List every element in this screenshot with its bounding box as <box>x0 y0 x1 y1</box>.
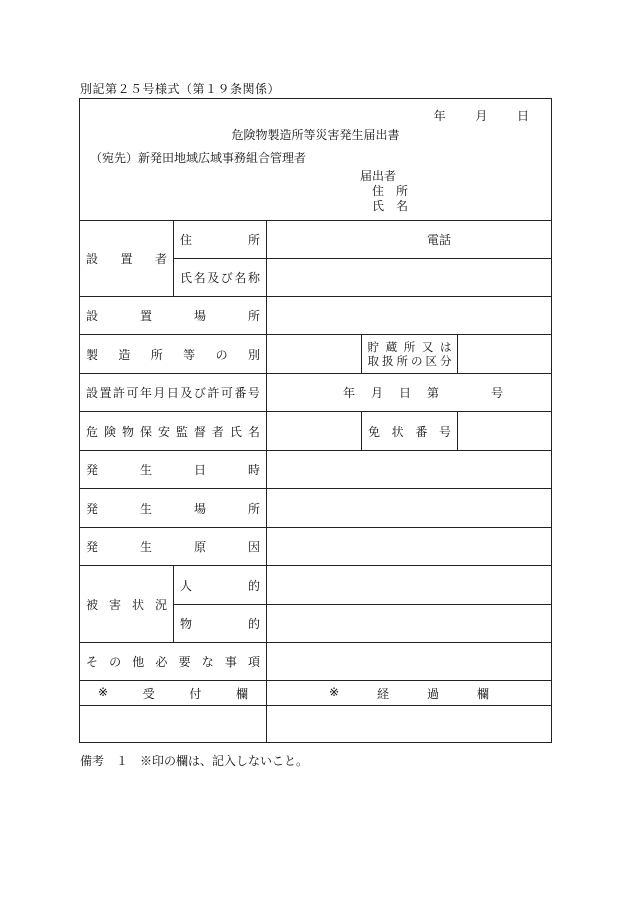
facility-type-label-cell <box>80 335 266 373</box>
label-char: 事 <box>224 655 237 669</box>
label-char: 発 <box>86 463 99 477</box>
filer-name-label: 氏 名 <box>372 199 409 213</box>
location-row <box>80 297 551 335</box>
progress-label <box>267 685 551 702</box>
label-char: 置 <box>139 309 152 323</box>
label-char: 受 <box>142 686 155 701</box>
label-char: 発 <box>86 540 99 554</box>
form-title: 危険物製造所等災害発生届出書 <box>231 128 400 142</box>
label-char: 及 <box>207 271 220 285</box>
permit-month-label: 月 <box>371 386 384 400</box>
facility-type-row <box>80 335 551 374</box>
human-damage-label-cell <box>173 566 266 604</box>
label-char: 的 <box>247 578 260 593</box>
label-char: 原 <box>193 540 206 554</box>
label-char: 区 <box>425 354 437 368</box>
label-char: 等 <box>183 347 196 362</box>
human-damage-field[interactable] <box>266 566 551 604</box>
label-char: 過 <box>426 686 439 701</box>
label-char: 他 <box>132 655 145 669</box>
installer-label-cell <box>80 220 173 296</box>
label-char: び <box>220 271 233 285</box>
label-char: 的 <box>247 617 260 631</box>
label-char: は <box>440 340 452 354</box>
occurrence-place-row <box>80 489 551 528</box>
license-label-cell <box>361 412 457 450</box>
label-char: 設 <box>86 251 99 266</box>
occurrence-place-label <box>80 500 266 517</box>
label-char: 名 <box>193 271 206 285</box>
permit-year-label: 年 <box>343 386 356 400</box>
label-char: 害 <box>108 597 121 612</box>
occurrence-date-label-cell <box>80 451 266 488</box>
label-char: 時 <box>247 463 260 477</box>
human-damage-label <box>174 577 266 594</box>
facility-type-field[interactable] <box>266 335 361 373</box>
label-char: 取 <box>367 354 379 368</box>
occurrence-cause-field[interactable] <box>266 528 551 565</box>
other-label-cell <box>80 643 266 680</box>
label-char: 扱 <box>382 354 394 368</box>
label-char: 付 <box>189 686 202 701</box>
label-char: 貯 <box>367 340 379 354</box>
label-char: 日 <box>166 386 179 400</box>
label-char: 別 <box>247 347 260 362</box>
label-char: 項 <box>247 655 260 669</box>
label-char: 日 <box>193 463 206 477</box>
label-char: 及 <box>180 386 193 400</box>
installer-phone-label: 電話 <box>426 232 451 247</box>
storage-category-field[interactable] <box>457 335 551 373</box>
material-damage-field[interactable] <box>266 604 551 643</box>
supervisor-field[interactable] <box>266 412 361 450</box>
label-char: 分 <box>440 354 452 368</box>
label-char: 又 <box>421 340 434 354</box>
label-char: ※ <box>329 684 340 699</box>
label-char: 場 <box>193 309 206 323</box>
license-label <box>362 423 457 440</box>
label-char: 生 <box>139 501 152 516</box>
label-char: 者 <box>154 251 167 266</box>
label-char: 被 <box>86 597 99 612</box>
label-char: 生 <box>139 463 152 477</box>
label-char: 因 <box>247 540 260 554</box>
permit-label-cell <box>80 374 266 411</box>
installer-name-field[interactable] <box>266 258 551 297</box>
progress-field[interactable] <box>266 706 551 743</box>
label-char: 欄 <box>235 686 248 701</box>
permit-go-label: 号 <box>490 386 503 400</box>
label-char: 製 <box>86 347 99 362</box>
permit-label <box>80 384 266 401</box>
date-day-label: 日 <box>516 109 529 123</box>
label-char: 督 <box>193 424 206 439</box>
form-number-caption: 別記第２５号様式（第１９条関係） <box>80 82 281 96</box>
label-char: 造 <box>118 347 131 362</box>
label-char: ※ <box>98 684 109 699</box>
installer-name-label <box>174 269 266 286</box>
label-char: 状 <box>131 597 144 612</box>
filer-address-label: 住 所 <box>372 184 409 198</box>
storage-category-label-line2 <box>368 354 452 368</box>
location-label <box>80 307 266 324</box>
remarks-note: 備考 １ ※印の欄は、記入しないこと。 <box>80 754 309 768</box>
label-char: 保 <box>139 424 152 439</box>
occurrence-cause-row <box>80 528 551 566</box>
office-use-header-row <box>80 681 551 706</box>
label-char: 場 <box>193 501 206 516</box>
label-char: 険 <box>103 424 116 439</box>
occurrence-cause-label-cell <box>80 528 266 565</box>
label-char: 年 <box>139 386 152 400</box>
installer-name-label-cell <box>173 258 266 297</box>
material-damage-label <box>174 615 266 632</box>
label-char: 設 <box>86 386 99 400</box>
label-char: 発 <box>86 501 99 516</box>
location-field[interactable] <box>266 297 551 334</box>
filer-block <box>360 169 408 214</box>
label-char: 設 <box>86 309 99 323</box>
label-char: 免 <box>368 424 381 439</box>
notification-form <box>79 98 552 743</box>
label-char: 月 <box>153 386 166 400</box>
permit-day-label: 日 <box>399 386 412 400</box>
damage-block <box>80 566 551 643</box>
damage-label-cell <box>80 566 173 642</box>
other-label <box>80 653 266 670</box>
label-char: 状 <box>391 424 404 439</box>
label-char: 氏 <box>229 424 242 439</box>
label-char: 所 <box>247 309 260 323</box>
label-char: 況 <box>154 597 167 612</box>
label-char: そ <box>86 655 99 669</box>
supervisor-row <box>80 412 551 451</box>
location-label-cell <box>80 297 266 334</box>
installer-address-label <box>174 231 266 248</box>
label-char: 監 <box>175 424 188 439</box>
label-char: 要 <box>178 655 191 669</box>
other-field[interactable] <box>266 643 551 680</box>
permit-field[interactable] <box>266 374 551 411</box>
label-char: 所 <box>150 347 163 362</box>
installer-label <box>80 250 173 267</box>
permit-dai-label: 第 <box>427 386 440 400</box>
occurrence-date-field[interactable] <box>266 451 551 488</box>
label-char: 可 <box>126 386 139 400</box>
label-char: 所 <box>396 354 408 368</box>
label-char: 可 <box>220 386 233 400</box>
occurrence-date-label <box>80 461 266 478</box>
label-char: 置 <box>120 251 133 266</box>
receipt-field[interactable] <box>80 706 266 743</box>
label-char: 許 <box>207 386 220 400</box>
label-char: 物 <box>121 424 134 439</box>
receipt-label-cell <box>80 681 266 705</box>
occurrence-date-row <box>80 451 551 489</box>
label-char: 者 <box>211 424 224 439</box>
label-char: 名 <box>234 271 247 285</box>
label-char: 欄 <box>476 686 489 701</box>
supervisor-label-cell <box>80 412 266 450</box>
office-use-row <box>80 706 551 743</box>
label-char: 物 <box>180 617 193 631</box>
occurrence-place-label-cell <box>80 489 266 527</box>
label-char: 経 <box>377 686 390 701</box>
label-char: 生 <box>139 540 152 554</box>
label-char: び <box>193 386 206 400</box>
other-row <box>80 643 551 681</box>
addressee: （宛先）新発田地域広域事務組合管理者 <box>90 151 307 165</box>
installer-address-field[interactable] <box>266 220 551 258</box>
label-char: な <box>201 655 214 669</box>
label-char: 称 <box>247 271 260 285</box>
occurrence-place-field[interactable] <box>266 489 551 527</box>
date-month-label: 月 <box>475 109 488 123</box>
label-char: 置 <box>99 386 112 400</box>
label-char: 番 <box>234 386 247 400</box>
supervisor-label <box>80 423 266 440</box>
label-char: 蔵 <box>385 340 398 354</box>
material-damage-label-cell <box>173 604 266 643</box>
label-char: 氏 <box>180 271 193 285</box>
occurrence-cause-label <box>80 538 266 555</box>
label-char: 号 <box>247 386 260 400</box>
label-char: の <box>109 655 122 669</box>
label-char: 人 <box>180 578 193 593</box>
damage-label <box>80 596 173 613</box>
label-char: 所 <box>403 340 416 354</box>
progress-label-cell <box>266 681 551 705</box>
date-line <box>434 107 529 124</box>
label-char: 危 <box>86 424 99 439</box>
label-char: 名 <box>247 424 260 439</box>
label-char: 号 <box>438 424 451 439</box>
label-char: 必 <box>155 655 168 669</box>
label-char: 番 <box>415 424 428 439</box>
label-char: の <box>411 354 423 368</box>
form-header <box>80 99 551 221</box>
storage-category-label-line1 <box>368 340 452 354</box>
label-char: 所 <box>247 501 260 516</box>
permit-row <box>80 374 551 412</box>
label-char: 許 <box>112 386 125 400</box>
installer-block <box>80 220 551 297</box>
license-field[interactable] <box>457 412 551 450</box>
label-char: の <box>215 347 228 362</box>
date-year-label: 年 <box>433 109 446 123</box>
storage-category-label-cell <box>361 335 457 373</box>
facility-type-label <box>80 346 266 363</box>
filer-label: 届出者 <box>360 169 397 183</box>
label-char: 所 <box>247 232 260 247</box>
installer-address-label-cell <box>173 220 266 258</box>
receipt-label <box>80 685 266 702</box>
label-char: 安 <box>157 424 170 439</box>
label-char: 住 <box>180 232 193 247</box>
